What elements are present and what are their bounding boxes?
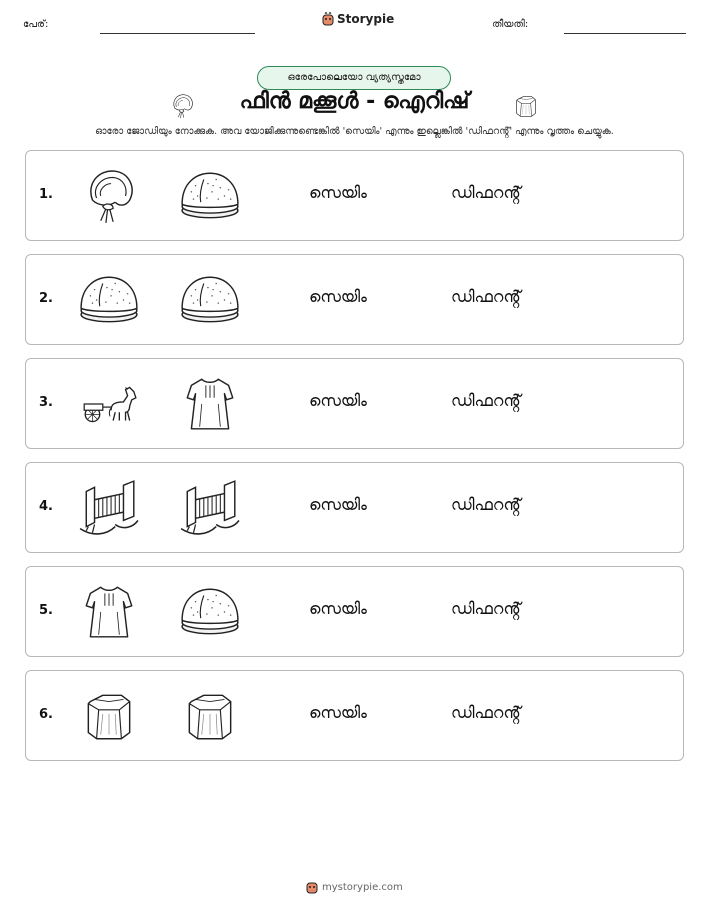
- different-option[interactable]: ഡിഫറൻ്റ്: [451, 183, 521, 202]
- same-option[interactable]: സെയിം: [309, 183, 367, 202]
- question-row: [25, 150, 684, 241]
- same-option[interactable]: സെയിം: [309, 287, 367, 306]
- peat-block-icon: [512, 92, 540, 120]
- footer: [306, 880, 403, 894]
- question-number: 5.: [39, 603, 53, 618]
- bread-icon: [179, 269, 241, 331]
- page-title: ഫിൻ മക്കൂൾ - ഐറിഷ്: [239, 89, 470, 114]
- category-badge: ഒരേപോലെയോ വ്യത്യസ്തമോ: [257, 66, 451, 90]
- horse-cart-icon: [78, 373, 140, 435]
- cradle-icon: [78, 477, 140, 539]
- different-option[interactable]: ഡിഫറൻ്റ്: [451, 495, 521, 514]
- question-number: 6.: [39, 707, 53, 722]
- question-number: 3.: [39, 395, 53, 410]
- question-row: [25, 670, 684, 761]
- question-row: [25, 462, 684, 553]
- different-option[interactable]: ഡിഫറൻ്റ്: [451, 703, 521, 722]
- peat-block-icon: [179, 685, 241, 747]
- bread-icon: [179, 581, 241, 643]
- storypie-logo: Storypie: [322, 12, 394, 26]
- peat-block-icon: [78, 685, 140, 747]
- date-field[interactable]: [564, 33, 686, 34]
- bread-icon: [179, 165, 241, 227]
- different-option[interactable]: ഡിഫറൻ്റ്: [451, 287, 521, 306]
- name-field[interactable]: [100, 33, 255, 34]
- storypie-mascot-icon: [322, 12, 334, 26]
- question-number: 2.: [39, 291, 53, 306]
- question-row: [25, 358, 684, 449]
- bread-icon: [78, 269, 140, 331]
- storypie-mascot-icon: [306, 880, 318, 894]
- question-row: [25, 566, 684, 657]
- question-row: [25, 254, 684, 345]
- instructions: ഓരോ ജോഡിയും നോക്കുക. അവ യോജിക്കുന്നുണ്ടെങ്കിൽ 'സെയിം' എന്നും ഇല്ലെങ്കിൽ 'ഡിഫറൻ്റ്' എന്നും വൃത്തം ചെയ്യുക.: [95, 126, 614, 137]
- question-number: 4.: [39, 499, 53, 514]
- name-label: പേര്:: [23, 19, 49, 30]
- worksheet-header: [0, 0, 709, 50]
- footer-url: mystorypie.com: [322, 881, 403, 893]
- same-option[interactable]: സെയിം: [309, 391, 367, 410]
- different-option[interactable]: ഡിഫറൻ്റ്: [451, 599, 521, 618]
- question-number: 1.: [39, 187, 53, 202]
- cradle-icon: [179, 477, 241, 539]
- same-option[interactable]: സെയിം: [309, 495, 367, 514]
- date-label: തീയതി:: [492, 19, 529, 30]
- dress-icon: [179, 373, 241, 435]
- bonnet-icon: [78, 165, 140, 227]
- different-option[interactable]: ഡിഫറൻ്റ്: [451, 391, 521, 410]
- same-option[interactable]: സെയിം: [309, 599, 367, 618]
- dress-icon: [78, 581, 140, 643]
- same-option[interactable]: സെയിം: [309, 703, 367, 722]
